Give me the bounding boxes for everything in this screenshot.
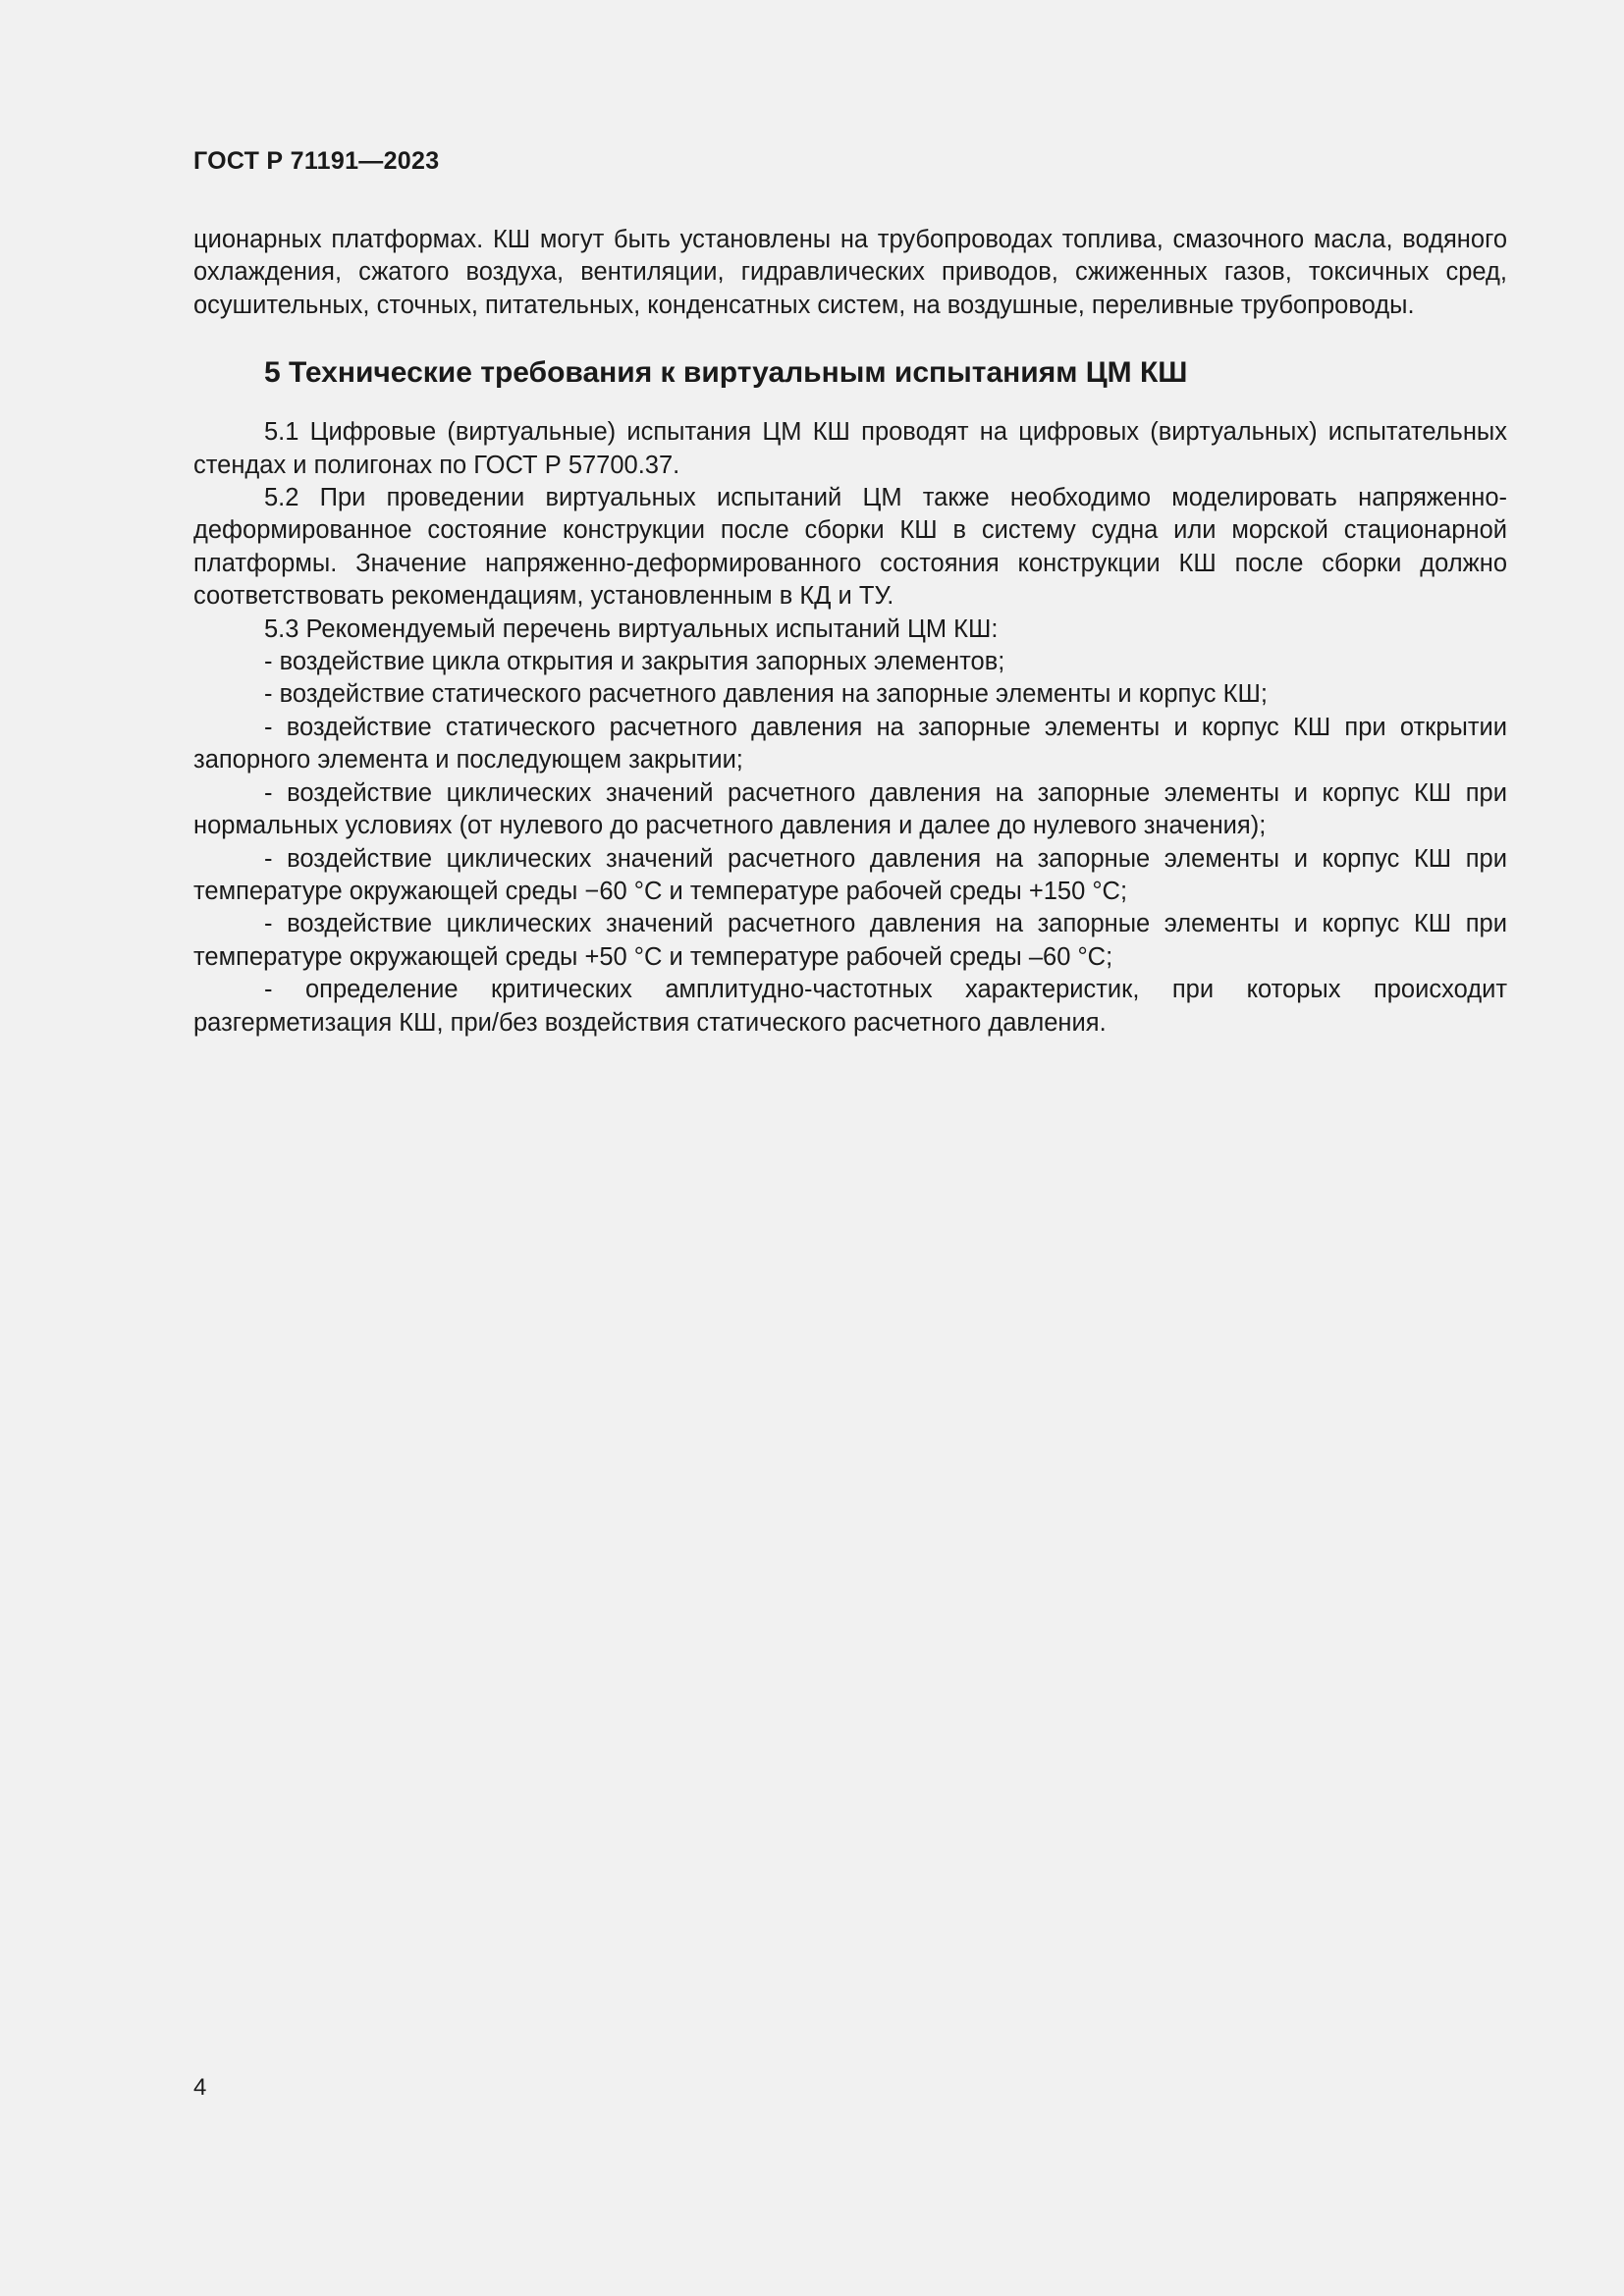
- clause-5-1: 5.1 Цифровые (виртуальные) испытания ЦМ КШ проводят на цифровых (виртуальных) испытательных стендах и полигонах по ГОСТ Р 57700.37.: [193, 418, 1507, 479]
- page-number: 4: [193, 2074, 207, 2101]
- document-body: [193, 224, 1507, 1040]
- list-item: - воздействие циклических значений расчетного давления на запорные элементы и корпус КШ при температуре окружающей среды +50 °С и температуре рабочей среды –60 °С;: [193, 910, 1507, 971]
- list-item: - воздействие циклических значений расчетного давления на запорные элементы и корпус КШ при температуре окружающей среды −60 °С и температуре рабочей среды +150 °С;: [193, 844, 1507, 905]
- list-item: - воздействие циклических значений расчетного давления на запорные элементы и корпус КШ при нормальных условиях (от нулевого до расчетного давления и далее до нулевого значения);: [193, 778, 1507, 840]
- list-item: - воздействие статического расчетного давления на запорные элементы и корпус КШ при открытии запорного элемента и последующем закрытии;: [193, 713, 1507, 774]
- list-item: - воздействие статического расчетного давления на запорные элементы и корпус КШ;: [264, 680, 1268, 709]
- list-item: - воздействие цикла открытия и закрытия запорных элементов;: [264, 648, 1005, 676]
- clause-5-3: 5.3 Рекомендуемый перечень виртуальных испытаний ЦМ КШ:: [264, 614, 999, 643]
- document-header: ГОСТ Р 71191—2023: [193, 147, 440, 175]
- clause-5-2: 5.2 При проведении виртуальных испытаний ЦМ также необходимо моделировать напряженно-деформированное состояние конструкции после сборки КШ в систему судна или морской стационарной платформы. Значение напряженно-деформированного состояния конструкции КШ после сборки должно соответствовать рекомендациям, установленным в КД и ТУ.: [193, 484, 1507, 611]
- list-item: - определение критических амплитудно-частотных характеристик, при которых происходит разгерметизация КШ, при/без воздействия статического расчетного давления.: [193, 976, 1507, 1037]
- intro-paragraph: ционарных платформах. КШ могут быть установлены на трубопроводах топлива, смазочного масла, водяного охлаждения, сжатого воздуха, вентиляции, гидравлических приводов, сжиженных газов, токсичных сред, осушительных, сточных, питательных, конденсатных систем, на воздушные, переливные трубопроводы.: [193, 226, 1507, 319]
- section-title: 5 Технические требования к виртуальным испытаниям ЦМ КШ: [264, 356, 1188, 390]
